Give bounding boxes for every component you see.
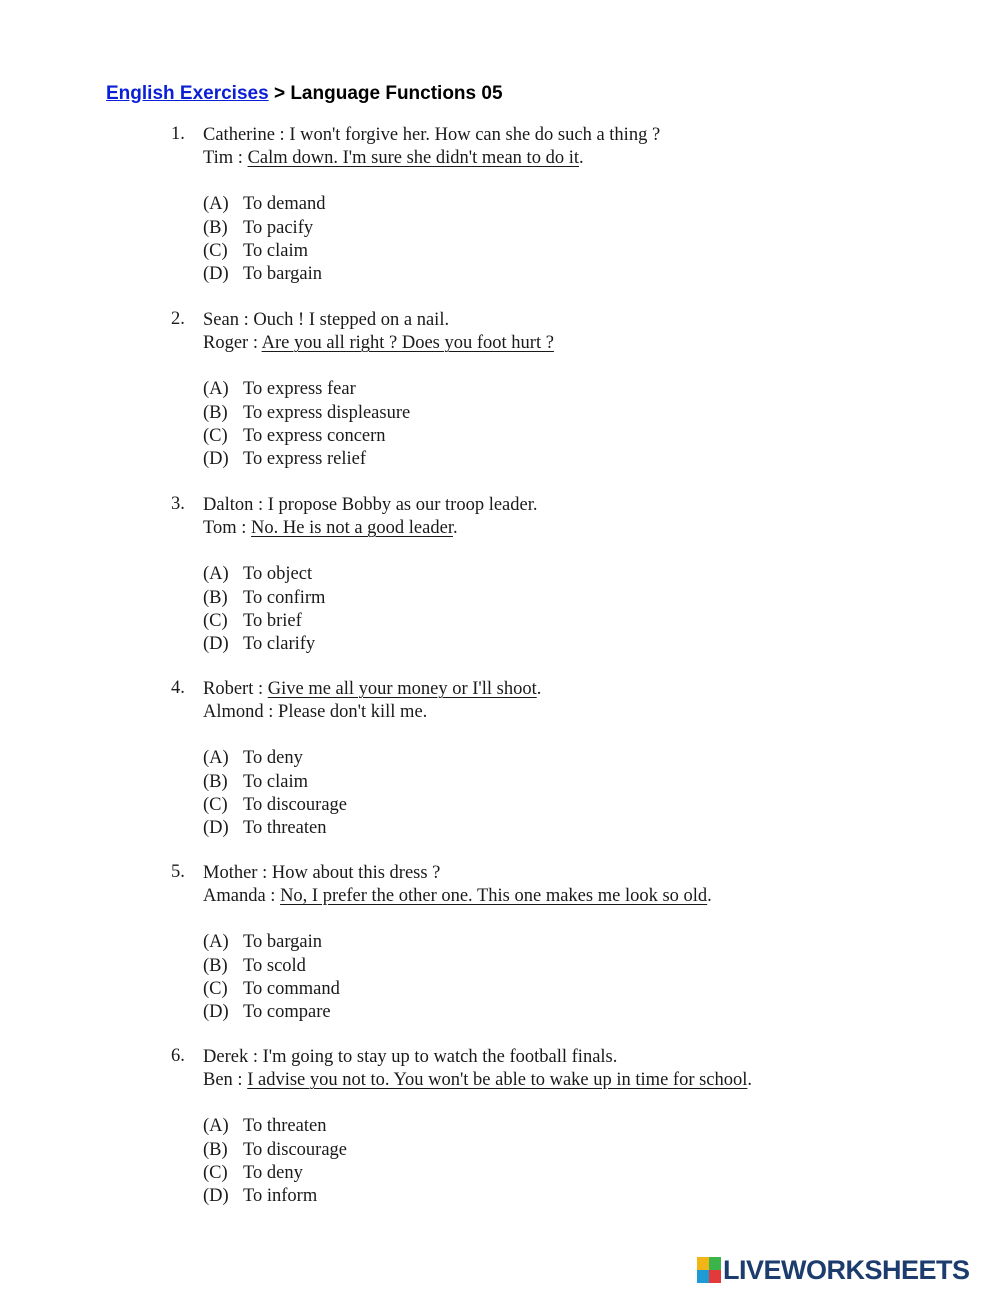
option-c[interactable]: (C) To claim (203, 241, 308, 261)
option-d[interactable]: (D) To threaten (203, 818, 327, 838)
option-b[interactable]: (B) To claim (203, 771, 308, 792)
option-b[interactable]: (B) To pacify (203, 217, 314, 238)
dialogue-line-2: Almond : Please don't kill me. (203, 702, 428, 722)
option-c[interactable]: (C) To express concern (203, 426, 386, 446)
option-a[interactable]: (A) To deny (203, 748, 303, 768)
option-d[interactable]: (D) To compare (203, 1002, 331, 1022)
underlined-phrase: No, I prefer the other one. This one makes me look so old (280, 886, 708, 906)
question-number: 3. (171, 494, 185, 514)
dialogue-line-2: Tim : Calm down. I'm sure she didn't mean to do it. (203, 148, 584, 168)
dialogue-line-1: Dalton : I propose Bobby as our troop leader. (203, 495, 538, 515)
option-d[interactable]: (D) To bargain (203, 264, 323, 284)
liveworksheets-logo (697, 1255, 970, 1285)
option-c[interactable]: (C) To discourage (203, 795, 348, 815)
option-b[interactable]: (B) To confirm (203, 587, 326, 608)
question-number: 1. (171, 124, 185, 144)
liveworksheets-logo-icon (697, 1257, 721, 1283)
page-title: Language Functions 05 (290, 83, 503, 104)
option-a[interactable]: (A) To threaten (203, 1116, 327, 1136)
underlined-phrase: Calm down. I'm sure she didn't mean to do it (247, 148, 579, 168)
underlined-phrase: Give me all your money or I'll shoot (267, 679, 537, 699)
logo-square-icon (697, 1257, 709, 1270)
dialogue-line-2: Ben : I advise you not to. You won't be able to wake up in time for school. (203, 1070, 753, 1090)
english-exercises-link[interactable]: English Exercises (106, 83, 269, 104)
option-b[interactable]: (B) To discourage (203, 1139, 348, 1160)
dialogue-line-1: Derek : I'm going to stay up to watch the football finals. (203, 1047, 618, 1067)
option-c[interactable]: (C) To deny (203, 1163, 303, 1183)
dialogue-line-1: Robert : Give me all your money or I'll shoot. (203, 679, 542, 699)
option-b[interactable]: (B) To express displeasure (203, 402, 411, 423)
dialogue-line-2: Tom : No. He is not a good leader. (203, 518, 458, 538)
option-d[interactable]: (D) To inform (203, 1186, 318, 1206)
logo-square-icon (709, 1257, 721, 1270)
question-number: 4. (171, 678, 185, 698)
question-number: 2. (171, 309, 185, 329)
question-number: 6. (171, 1046, 185, 1066)
option-d[interactable]: (D) To clarify (203, 634, 316, 654)
option-c[interactable]: (C) To brief (203, 611, 302, 631)
underlined-phrase: No. He is not a good leader (251, 518, 453, 538)
dialogue-line-2: Amanda : No, I prefer the other one. This one makes me look so old. (203, 886, 712, 906)
logo-square-icon (709, 1270, 721, 1283)
dialogue-line-1: Sean : Ouch ! I stepped on a nail. (203, 310, 450, 330)
underlined-phrase: I advise you not to. You won't be able to wake up in time for school (247, 1070, 748, 1090)
option-c[interactable]: (C) To command (203, 979, 340, 999)
dialogue-line-1: Mother : How about this dress ? (203, 863, 441, 883)
dialogue-line-1: Catherine : I won't forgive her. How can she do such a thing ? (203, 125, 661, 145)
dialogue-line-2: Roger : Are you all right ? Does you foot hurt ? (203, 333, 554, 353)
question-number: 5. (171, 862, 185, 882)
logo-square-icon (697, 1270, 709, 1283)
option-a[interactable]: (A) To demand (203, 194, 326, 214)
breadcrumb-separator: > (273, 83, 286, 104)
underlined-phrase: Are you all right ? Does you foot hurt ? (261, 333, 554, 353)
option-b[interactable]: (B) To scold (203, 955, 306, 976)
brand-name: LIVEWORKSHEETS (723, 1255, 970, 1285)
option-a[interactable]: (A) To bargain (203, 932, 323, 952)
page-header (106, 83, 503, 105)
option-a[interactable]: (A) To express fear (203, 379, 356, 399)
option-d[interactable]: (D) To express relief (203, 449, 367, 469)
option-a[interactable]: (A) To object (203, 564, 313, 584)
